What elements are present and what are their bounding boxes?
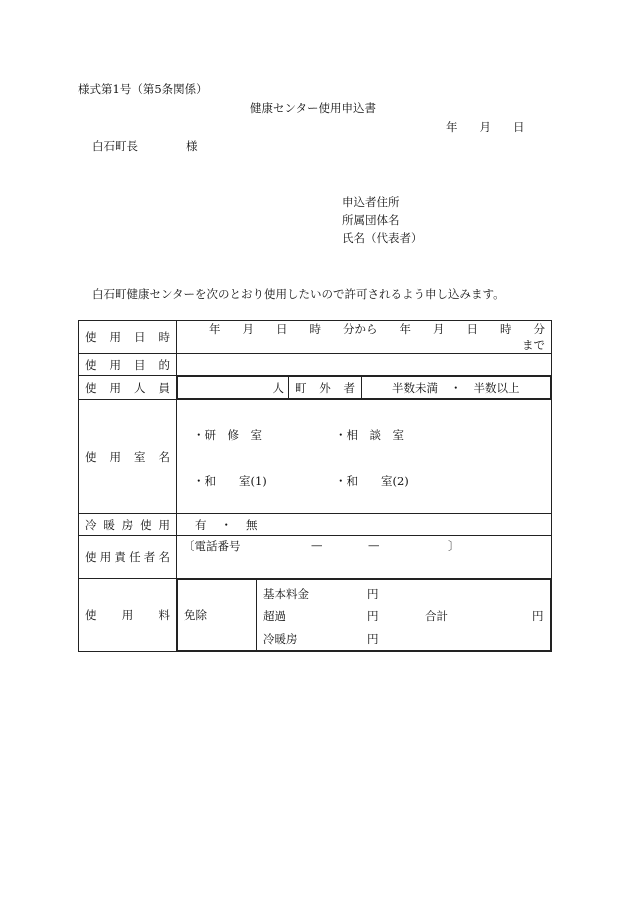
purpose-field[interactable] [177,354,552,376]
phone-dash-2: — [368,538,380,552]
ratio-dot: ・ [450,380,462,395]
label-people: 使用人員 [79,376,177,400]
room-japanese-2[interactable]: ・和 室(2) [335,474,409,488]
people-count-field[interactable] [178,377,289,399]
lead-text: 白石町健康センターを次のとおり使用したいので許可されるよう申し込みます。 [92,287,505,301]
phone-dash-1: — [311,538,323,552]
room-training[interactable]: ・研 修 室 [193,428,262,442]
label-responsible: 使用責任者名 [79,536,177,579]
document-title: 健康センター使用申込書 [250,101,377,115]
dt-month-from: 月 [242,322,254,336]
label-fee: 使用料 [79,579,177,652]
label-usage-datetime: 使用日時 [79,321,177,354]
responsible-field[interactable] [177,536,552,579]
aircon-no: 無 [246,517,258,532]
dt-min-to: 分まで [522,322,545,352]
date-month: 月 [479,120,491,134]
fee-excess-yen: 円 [367,609,379,623]
more-half: 半数以上 [473,380,520,395]
dt-min-from: 分から [343,322,378,336]
aircon-yes: 有 [195,517,207,532]
people-unit: 人 [272,380,284,395]
phone-close: 〕 [448,539,460,553]
usage-datetime-field[interactable] [177,321,552,354]
honorific: 様 [186,139,198,153]
dt-day-to: 日 [466,322,478,336]
people-cell [177,376,552,400]
label-outside: 町外者 [289,377,362,399]
row-usage-datetime [79,321,552,354]
form-number: 様式第1号（第5条関係） [78,82,208,96]
dt-hour-to: 時 [500,322,512,336]
fee-excess-label: 超過 [263,609,286,623]
row-responsible [79,536,552,579]
fee-aircon-yen: 円 [367,632,379,646]
addressee-name: 白石町長 [92,139,138,153]
date-line [446,119,525,135]
row-people [79,376,552,400]
applicant-block [342,193,423,247]
dt-year-from: 年 [209,322,221,336]
aircon-field[interactable] [177,514,552,536]
fee-aircon-label: 冷暖房 [263,632,298,646]
dt-hour-from: 時 [309,322,321,336]
rooms-cell [177,400,552,514]
fee-cell [177,579,552,652]
row-aircon [79,514,552,536]
dt-year-to: 年 [399,322,411,336]
label-rooms: 使用室名 [79,400,177,514]
label-aircon: 冷暖房使用 [79,514,177,536]
label-purpose: 使用目的 [79,354,177,376]
fee-total-yen: 円 [532,609,544,623]
phone-label: 〔電話番号 [183,539,241,553]
row-fee [79,579,552,652]
fee-exempt: 免除 [178,580,257,651]
fee-basic-label: 基本料金 [263,587,309,601]
room-consult[interactable]: ・相 談 室 [335,428,404,442]
application-table [78,320,552,652]
dt-day-from: 日 [276,322,288,336]
less-half: 半数未満 [392,380,438,395]
row-purpose [79,354,552,376]
row-rooms [79,400,552,514]
fee-total-label: 合計 [425,609,448,623]
date-year: 年 [446,120,458,134]
applicant-name-label: 氏名（代表者） [342,231,423,245]
applicant-address-label: 申込者住所 [342,195,400,209]
outside-ratio-field[interactable] [362,377,551,399]
room-japanese-1[interactable]: ・和 室(1) [193,474,267,488]
applicant-group-label: 所属団体名 [342,213,400,227]
dt-month-to: 月 [433,322,445,336]
fee-basic-yen: 円 [367,587,379,601]
aircon-dot: ・ [220,517,232,532]
addressee [92,138,198,154]
date-day: 日 [513,120,525,134]
fee-breakdown [257,580,551,651]
